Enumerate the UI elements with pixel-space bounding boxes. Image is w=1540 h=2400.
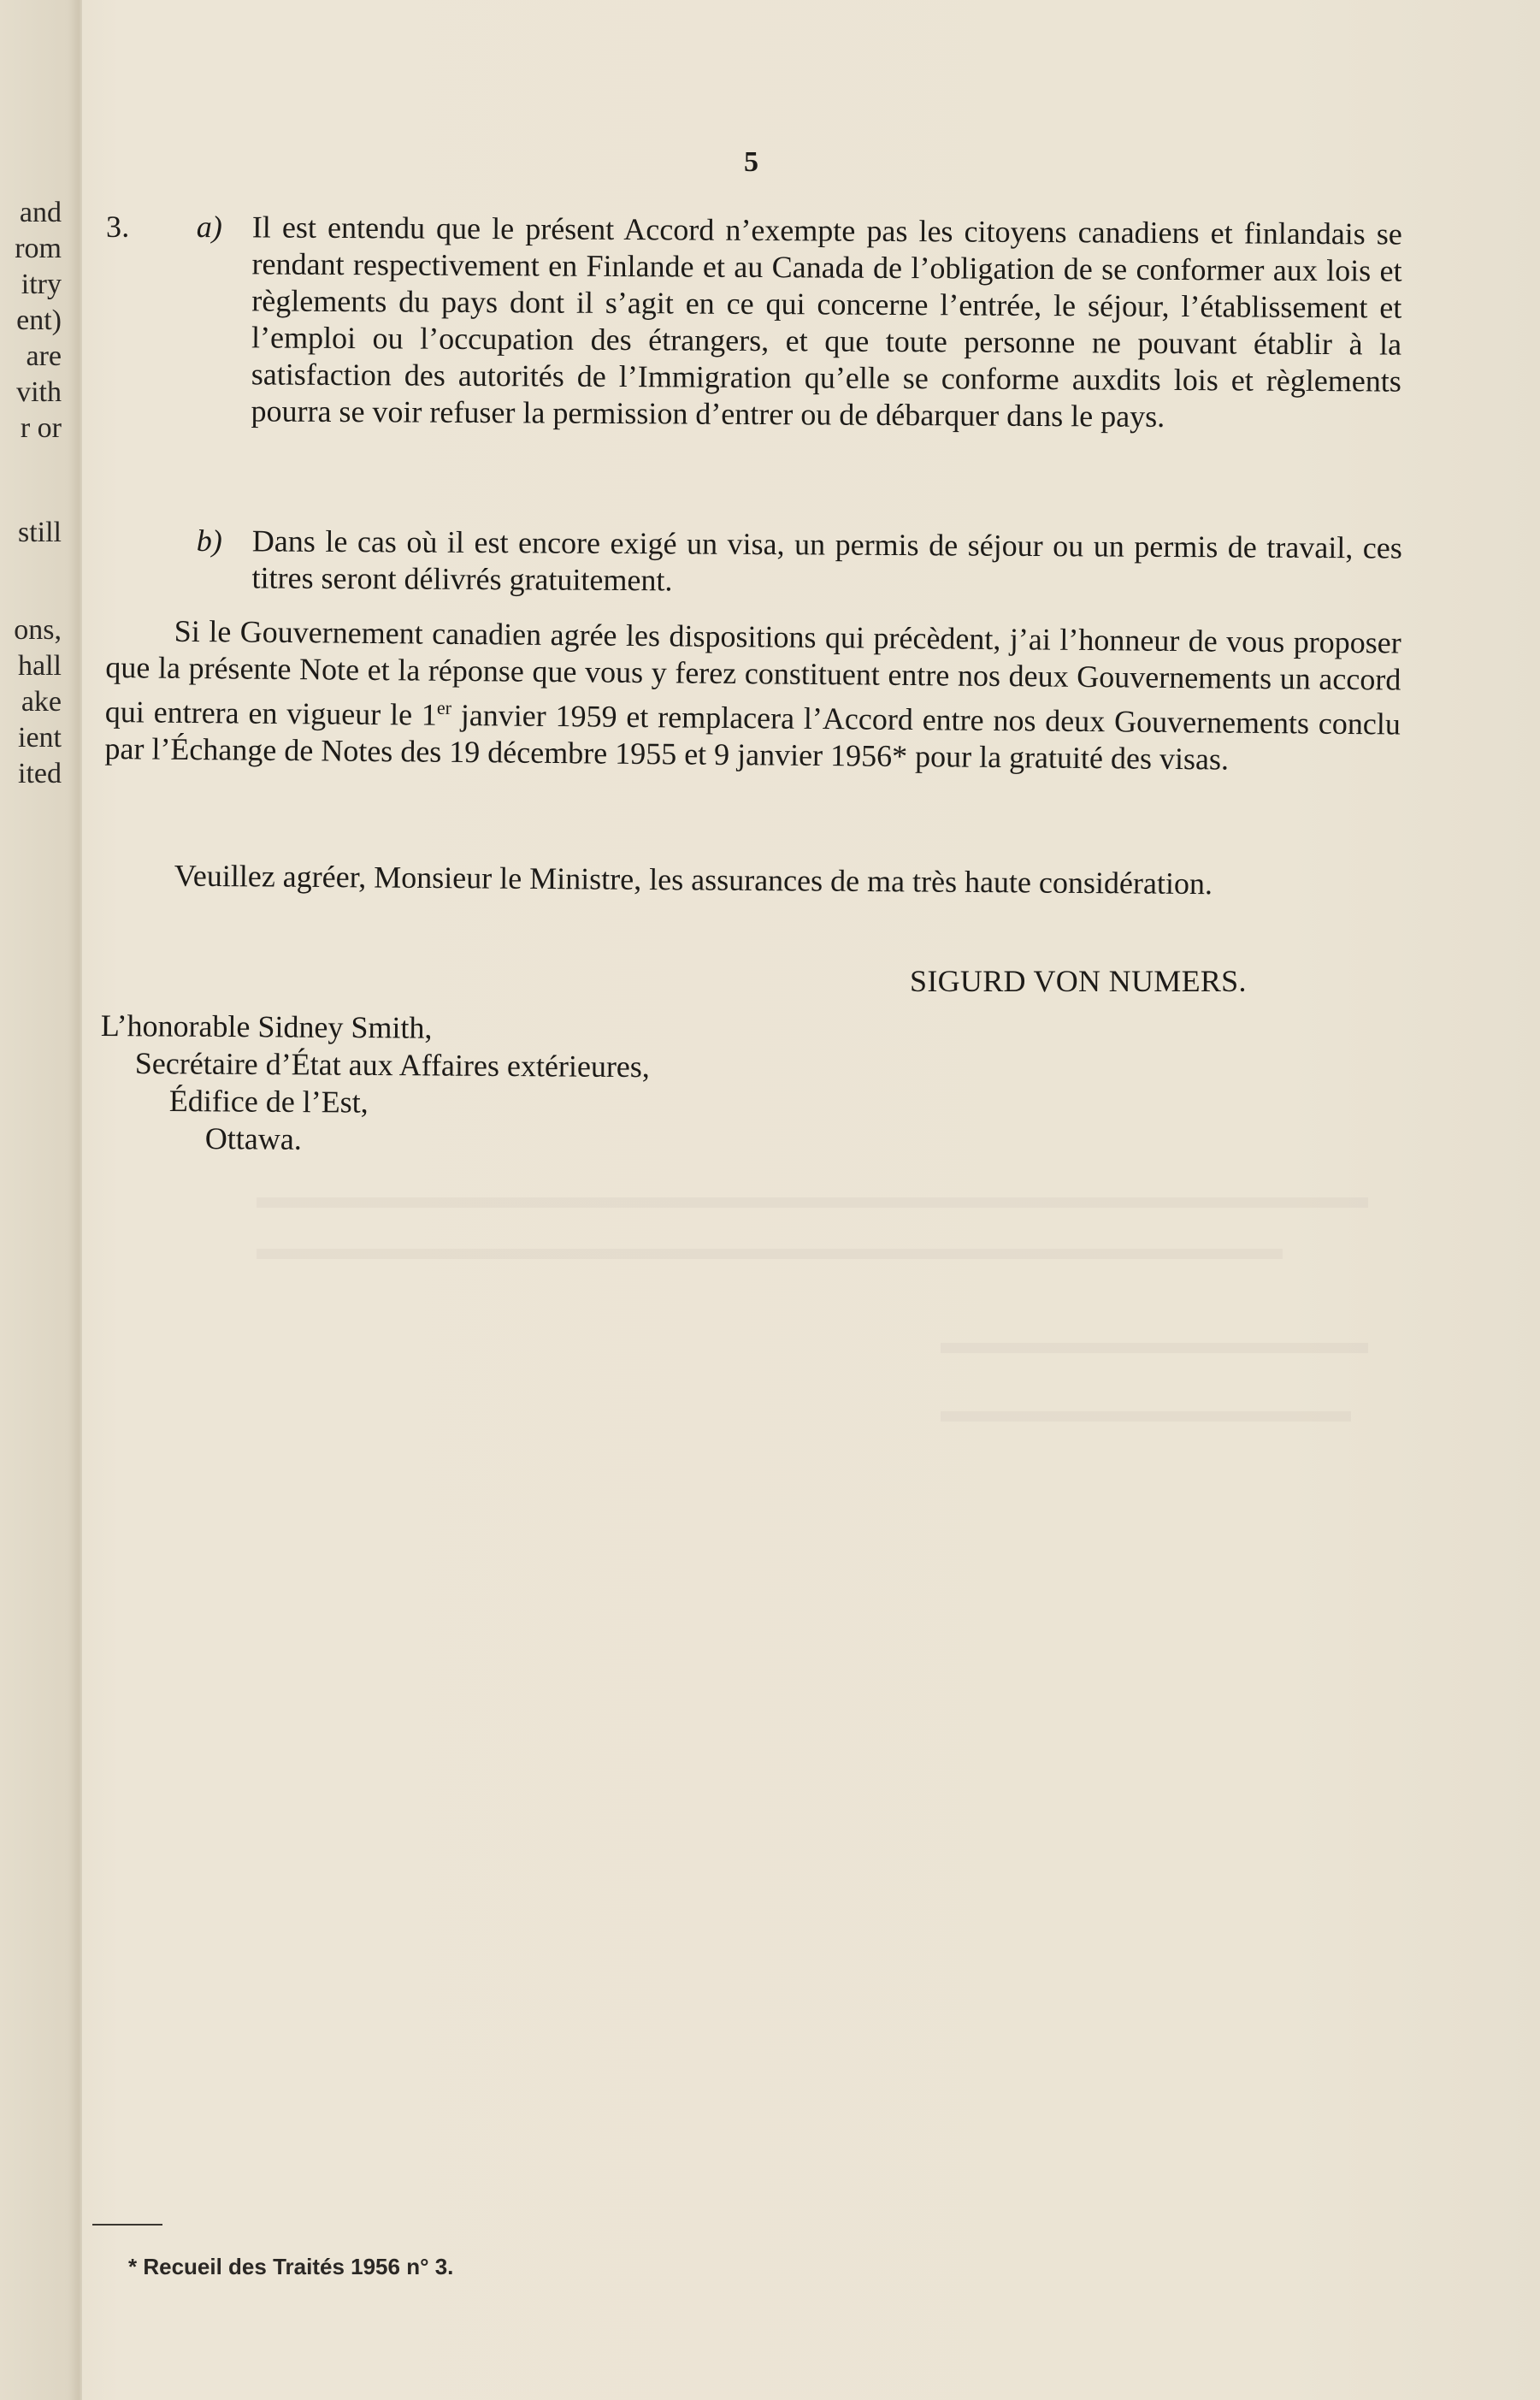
show-through-smudge bbox=[941, 1411, 1351, 1422]
bleed-text: ent) bbox=[16, 304, 62, 336]
item-b-text: Dans le cas où il est encore exigé un visa, un permis de séjour ou un permis de travail, ces titres seront délivrés gratuitement. bbox=[251, 523, 1402, 598]
bleed-text: are bbox=[26, 340, 62, 372]
address-line: L’honorable Sidney Smith, bbox=[100, 1008, 433, 1045]
closing-paragraph: Veuillez agréer, Monsieur le Ministre, les assurances de ma très haute considération. bbox=[174, 858, 1213, 901]
bleed-text: ons, bbox=[14, 614, 62, 646]
page-number: 5 bbox=[744, 146, 759, 178]
address-line: Ottawa. bbox=[204, 1121, 302, 1156]
show-through-smudge bbox=[257, 1197, 1368, 1208]
footnote: * Recueil des Traités 1956 n° 3. bbox=[128, 2254, 454, 2279]
show-through-smudge bbox=[941, 1343, 1368, 1353]
item-number: 3. bbox=[106, 210, 130, 244]
item-a-paragraph bbox=[195, 209, 1402, 437]
address-line: Secrétaire d’État aux Affaires extérieures, bbox=[134, 1046, 651, 1085]
proposal-paragraph bbox=[104, 612, 1401, 780]
bleed-text: ited bbox=[18, 758, 62, 789]
footnote-divider bbox=[92, 2224, 162, 2226]
signature: SIGURD VON NUMERS. bbox=[910, 964, 1247, 998]
item-b-label: b) bbox=[196, 523, 222, 559]
bleed-text: ake bbox=[21, 686, 62, 718]
show-through-smudge bbox=[257, 1249, 1283, 1259]
item-b-paragraph bbox=[196, 523, 1401, 604]
proposal-text-start: Si le Gouvernement canadien agrée les dispositions qui précèdent, j’ai l’honneur de vous proposer que la présente Note et la réponse que vous y ferez constituent entre nos deux Gouvernements un accord qui entrera en vigueur le 1 bbox=[104, 613, 1401, 732]
bleed-text: hall bbox=[18, 650, 62, 682]
bleed-text: ient bbox=[18, 722, 62, 754]
item-a-text: Il est entendu que le présent Accord n’exempte pas les citoyens canadiens et finlandais se rendant respectivement en Finlande et au Canada de l’obligation de se conformer aux lois et règlements du pays dont il s’agit en ce qui concerne l’entrée, le séjour, l’établissement et l’emploi ou l’occupation des étrangers, et que toute personne ne pouvant établir à la satisfaction des autorités de l’Immigration qu’elle se conforme auxdits lois et règlements pourra se voir refuser la permission d’entrer ou de débarquer dans le pays. bbox=[251, 210, 1402, 434]
bleed-text: rom bbox=[15, 233, 62, 264]
item-a-label: a) bbox=[196, 209, 222, 245]
address-line: Édifice de l’Est, bbox=[168, 1084, 369, 1120]
bleed-text: itry bbox=[21, 269, 62, 300]
bleed-text: vith bbox=[16, 376, 62, 408]
bleed-text: r or bbox=[20, 412, 62, 444]
proposal-text-end: janvier 1959 et remplacera l’Accord entre nos deux Gouvernements conclu par l’Échange de Notes des 19 décembre 1955 et 9 janvier 1956* pour la gratuité des visas. bbox=[104, 697, 1401, 777]
bleed-text: and bbox=[19, 197, 62, 228]
bleed-text: still bbox=[17, 517, 62, 548]
ordinal-superscript: er bbox=[436, 696, 452, 718]
